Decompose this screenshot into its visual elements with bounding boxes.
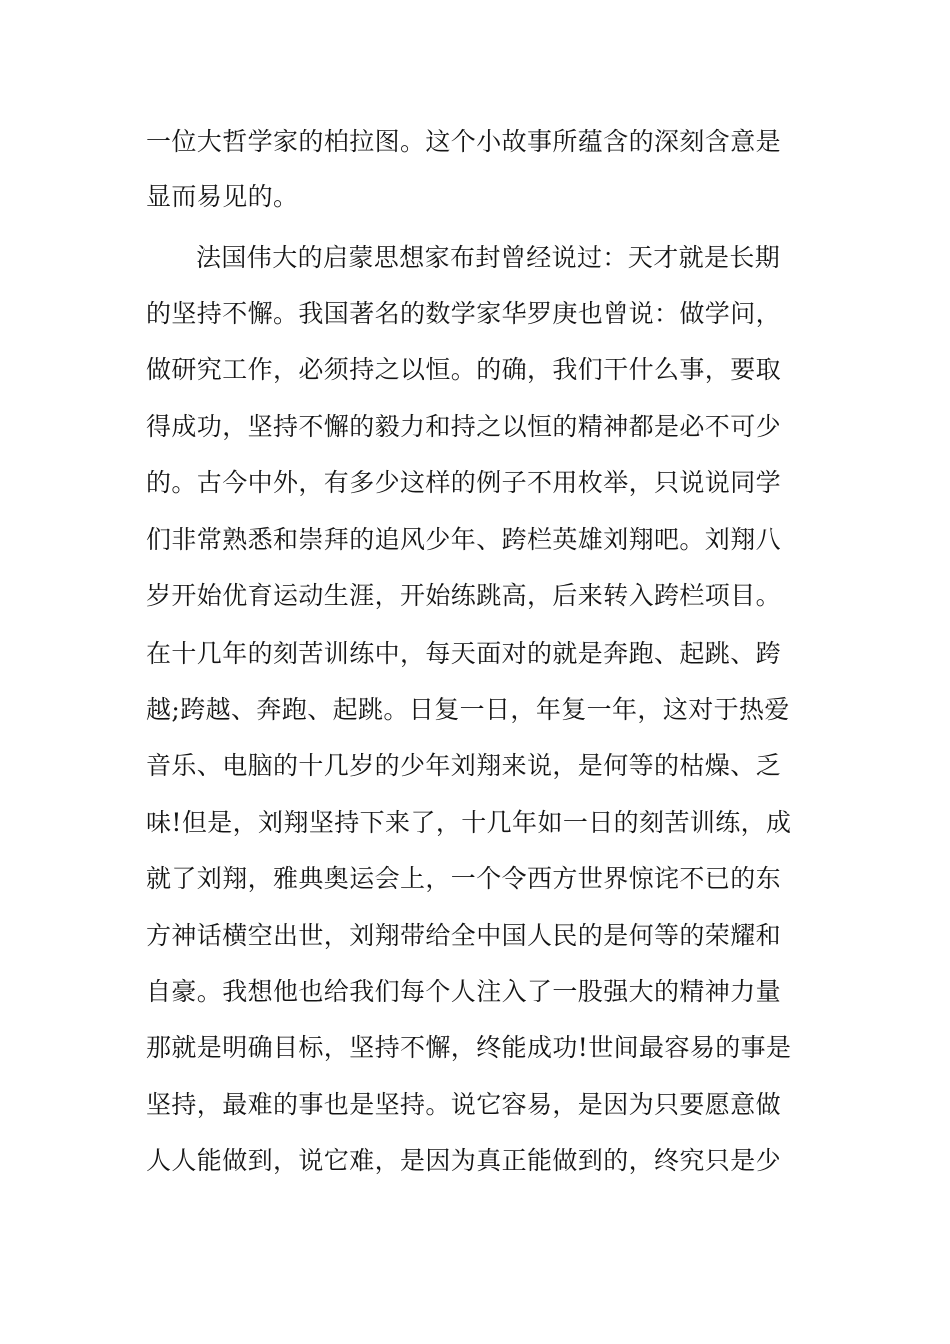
text-line: 做研究工作，必须持之以恒。的确，我们干什么事，要取 bbox=[146, 355, 782, 384]
text-line: 坚持，最难的事也是坚持。说它容易，是因为只要愿意做 bbox=[146, 1090, 782, 1119]
text-line: 味!但是，刘翔坚持下来了，十几年如一日的刻苦训练，成 bbox=[146, 808, 792, 837]
text-line: 越;跨越、奔跑、起跳。日复一日，年复一年，这对于热爱 bbox=[146, 695, 790, 724]
paragraph-first-line: 法国伟大的启蒙思想家布封曾经说过：天才就是长期 bbox=[196, 243, 781, 272]
text-line: 的坚持不懈。我国著名的数学家华罗庚也曾说：做学问， bbox=[146, 299, 782, 328]
text-line: 们非常熟悉和崇拜的追风少年、跨栏英雄刘翔吧。刘翔八 bbox=[146, 525, 782, 554]
text-line: 的。古今中外，有多少这样的例子不用枚举，只说说同学 bbox=[146, 468, 782, 497]
text-line: 岁开始优育运动生涯，开始练跳高，后来转入跨栏项目。 bbox=[146, 581, 782, 610]
text-line: 就了刘翔，雅典奥运会上，一个令西方世界惊诧不已的东 bbox=[146, 864, 782, 893]
text-line: 那就是明确目标，坚持不懈，终能成功!世间最容易的事是 bbox=[146, 1033, 792, 1062]
text-line: 自豪。我想他也给我们每个人注入了一股强大的精神力量 bbox=[146, 977, 782, 1006]
text-line: 显而易见的。 bbox=[146, 182, 299, 211]
text-line: 音乐、电脑的十几岁的少年刘翔来说，是何等的枯燥、乏 bbox=[146, 751, 782, 780]
text-line: 人人能做到，说它难，是因为真正能做到的，终究只是少 bbox=[146, 1146, 782, 1175]
text-line: 得成功，坚持不懈的毅力和持之以恒的精神都是必不可少 bbox=[146, 412, 782, 441]
text-line: 在十几年的刻苦训练中，每天面对的就是奔跑、起跳、跨 bbox=[146, 639, 782, 668]
text-line: 一位大哲学家的柏拉图。这个小故事所蕴含的深刻含意是 bbox=[146, 127, 782, 156]
text-line: 方神话横空出世，刘翔带给全中国人民的是何等的荣耀和 bbox=[146, 921, 782, 950]
